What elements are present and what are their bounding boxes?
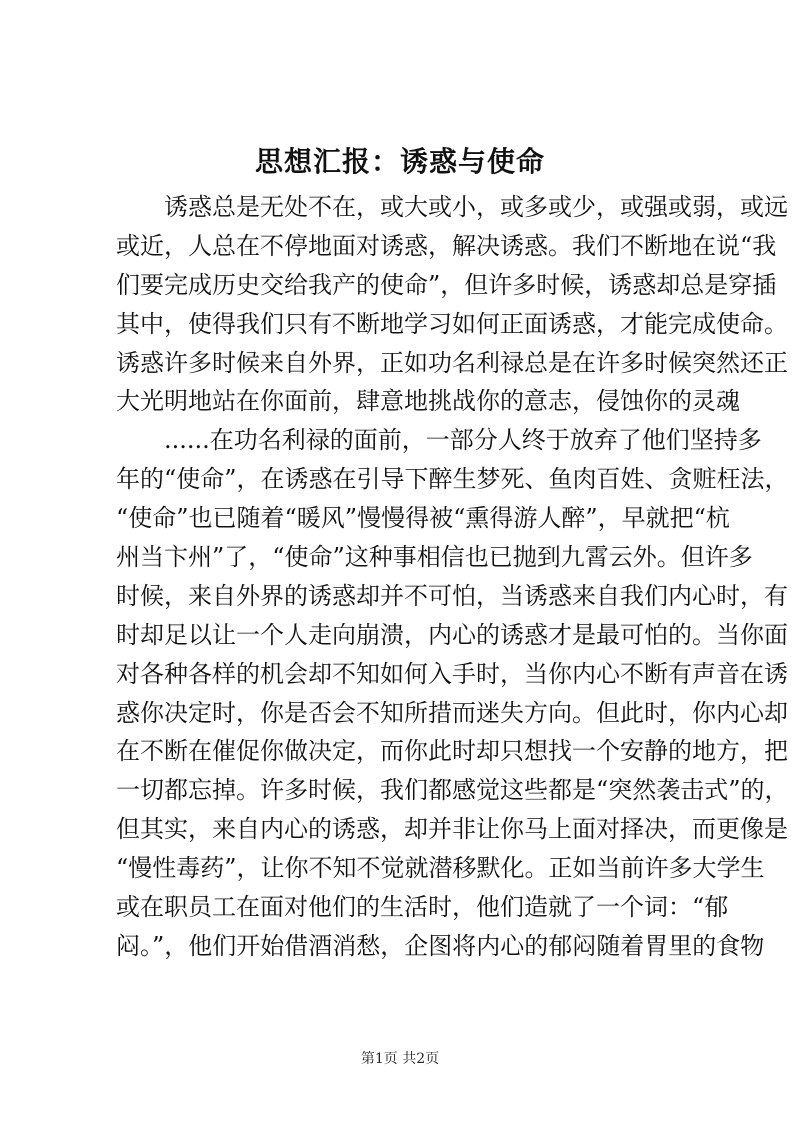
- body-line: 对各种各样的机会却不知如何入手时，当你内心不断有声音在诱: [116, 659, 788, 688]
- body-line: 诱惑许多时候来自外界，正如功名利禄总是在许多时候突然还正: [116, 348, 788, 377]
- body-line: 在不断在催促你做决定，而你此时却只想找一个安静的地方，把: [116, 737, 788, 766]
- page-number-footer: 第1页 共2页: [360, 1051, 440, 1067]
- body-line: 大光明地站在你面前，肆意地挑战你的意志，侵蚀你的灵魂: [116, 387, 740, 416]
- document-body: [116, 188, 789, 966]
- body-line: 闷。”，他们开始借酒消愁，企图将内心的郁闷随着胃里的食物: [116, 931, 765, 960]
- body-line: 一切都忘掉。许多时候，我们都感觉这些都是“突然袭击式”的，: [116, 776, 789, 805]
- body-line: 或近，人总在不停地面对诱惑，解决诱惑。我们不断地在说“我: [116, 231, 777, 260]
- document-title: 思想汇报：诱惑与使命: [254, 145, 545, 178]
- body-line: “慢性毒药”，让你不知不觉就潜移默化。正如当前许多大学生: [116, 854, 765, 883]
- body-line: 惑你决定时，你是否会不知所措而迷失方向。但此时，你内心却: [116, 698, 788, 727]
- body-line: 但其实，来自内心的诱惑，却并非让你马上面对择决，而更像是: [116, 815, 788, 844]
- body-line: ......在功名利禄的面前，一部分人终于放弃了他们坚持多: [164, 426, 762, 455]
- body-line: 时候，来自外界的诱惑却并不可怕，当诱惑来自我们内心时，有: [116, 581, 788, 610]
- body-line: 们要完成历史交给我产的使命”，但许多时候，诱惑却总是穿插: [116, 270, 777, 299]
- body-line: 年的“使命”，在诱惑在引导下醉生梦死、鱼肉百姓、贪赃枉法，: [116, 465, 789, 494]
- body-line: 时却足以让一个人走向崩溃，内心的诱惑才是最可怕的。当你面: [116, 620, 788, 649]
- body-line: 其中，使得我们只有不断地学习如何正面诱惑，才能完成使命。: [116, 309, 788, 338]
- body-line: 诱惑总是无处不在，或大或小，或多或少，或强或弱，或远: [164, 193, 788, 221]
- body-line: 州当卞州”了，“使命”这种事相信也已抛到九霄云外。但许多: [116, 543, 753, 572]
- body-line: 或在职员工在面对他们的生活时，他们造就了一个词：“郁: [116, 893, 729, 922]
- body-line: “使命”也已随着“暖风”慢慢得被“熏得游人醉”，早就把“杭: [116, 504, 730, 533]
